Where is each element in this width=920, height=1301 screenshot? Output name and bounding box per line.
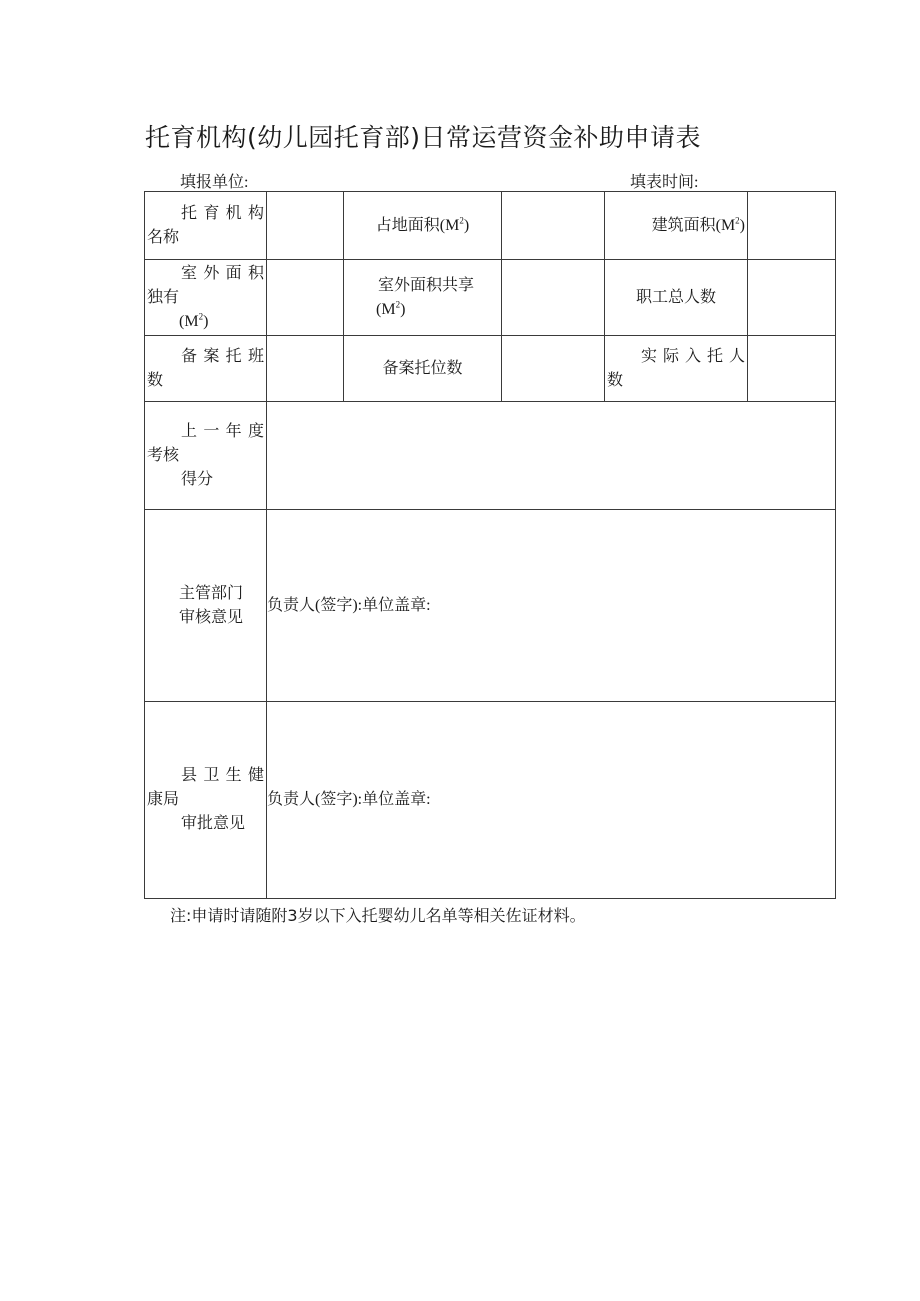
outdoor-exclusive-area-value[interactable] [267,260,344,336]
actual-enrolled-value[interactable] [748,336,836,402]
last-year-score-label: 上 一 年 度 考核 得分 [145,402,267,510]
staff-total-value[interactable] [748,260,836,336]
registered-slots-value[interactable] [502,336,605,402]
table-row [145,336,836,402]
footnote: 注:申请时请随附3岁以下入托婴幼儿名单等相关佐证材料。 [170,906,586,925]
bureau-approval-signature[interactable]: 负责人(签字):单位盖章: [267,702,836,899]
dept-review-label: 主管部门 审核意见 [145,510,267,702]
outdoor-exclusive-area-label: 室 外 面 积 独有 $(M^2)$ [145,260,267,336]
registered-classes-label: 备 案 托 班 数 [145,336,267,402]
outdoor-shared-area-value[interactable] [502,260,605,336]
form-title: 托育机构(幼儿园托育部)日常运营资金补助申请表 [145,123,702,152]
staff-total-label: 职工总人数 [605,260,748,336]
land-area-value[interactable] [502,192,605,260]
reporting-unit-label: 填报单位: [180,174,249,191]
land-area-label: 占地面积$(M^2)$ [344,192,502,260]
institution-name-label: 托 育 机 构 名称 [145,192,267,260]
table-row [145,260,836,336]
application-form-table [144,191,836,899]
registered-slots-label: 备案托位数 [344,336,502,402]
table-row [145,402,836,510]
fill-date-label: 填表时间: [630,174,699,191]
building-area-label: 建筑面积$(M^2)$ [605,192,748,260]
last-year-score-value[interactable] [267,402,836,510]
table-row [145,192,836,260]
actual-enrolled-label: 实 际 入 托 人 数 [605,336,748,402]
institution-name-value[interactable] [267,192,344,260]
building-area-value[interactable] [748,192,836,260]
table-row [145,510,836,702]
registered-classes-value[interactable] [267,336,344,402]
outdoor-shared-area-label: 室外面积共享 $(M^2)$ [344,260,502,336]
bureau-approval-label: 县 卫 生 健 康局 审批意见 [145,702,267,899]
dept-review-signature[interactable]: 负责人(签字):单位盖章: [267,510,836,702]
table-row [145,702,836,899]
